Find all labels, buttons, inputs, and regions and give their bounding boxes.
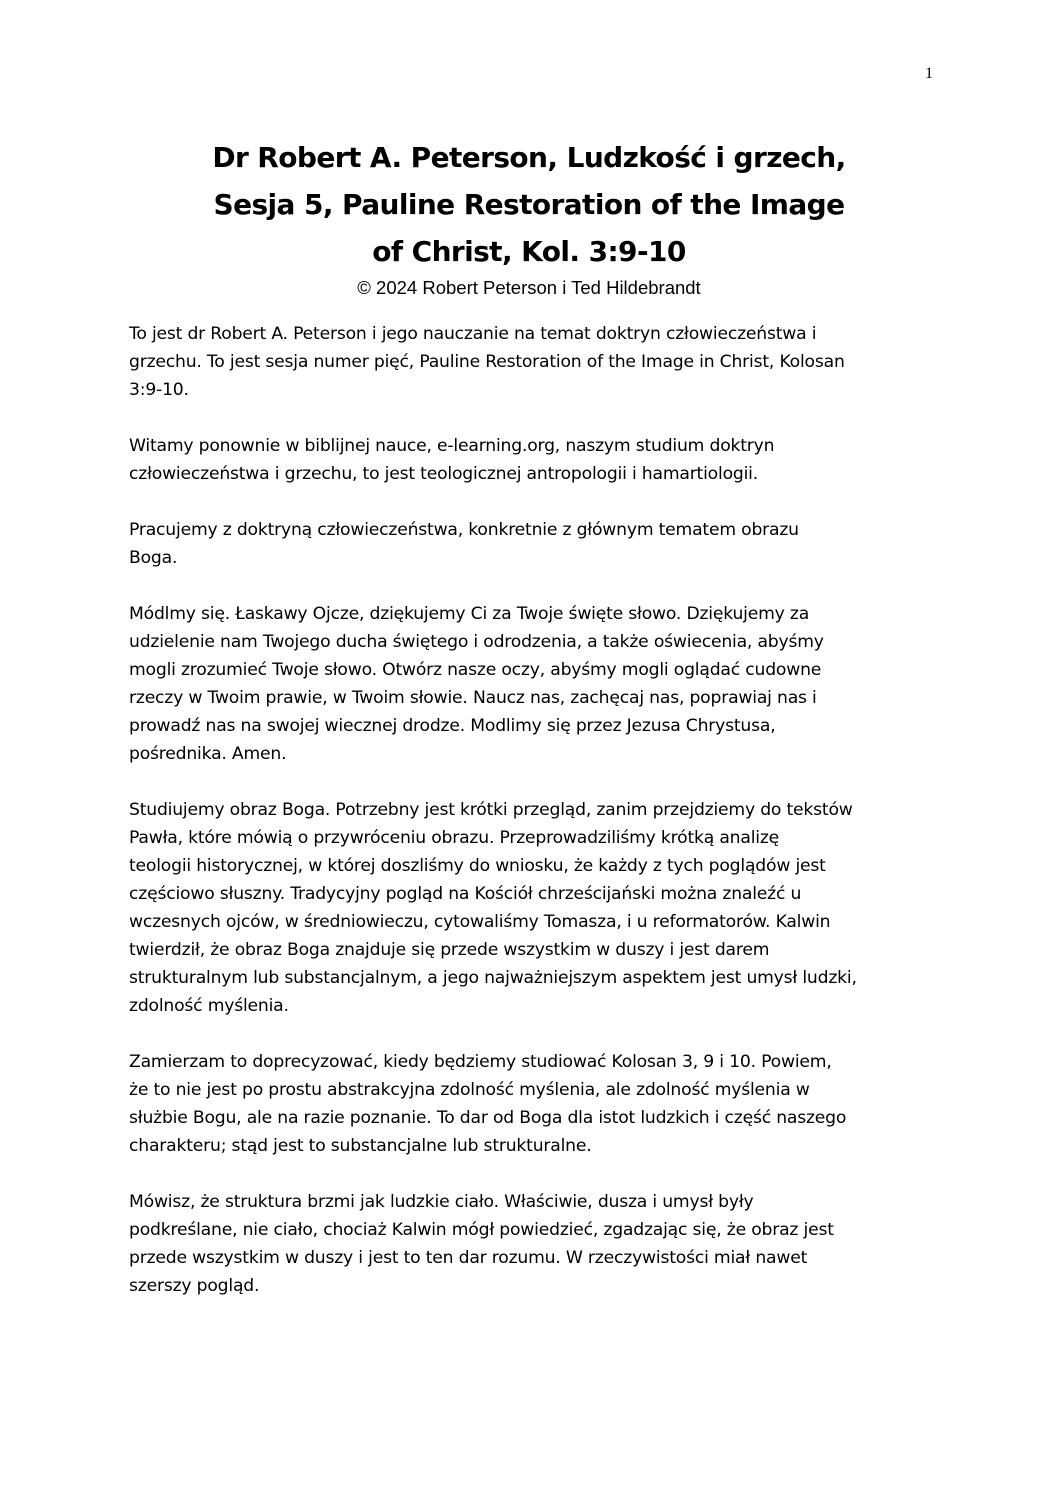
paragraph-line: grzechu. To jest sesja numer pięć, Pauline Restoration of the Image in Christ, Kolosan: [129, 352, 845, 372]
paragraph-line: prowadź nas na swojej wiecznej drodze. Modlimy się przez Jezusa Chrystusa,: [129, 716, 776, 736]
paragraph-line: mogli zrozumieć Twoje słowo. Otwórz nasze oczy, abyśmy mogli oglądać cudowne: [129, 660, 822, 680]
paragraph-line: że to nie jest po prostu abstrakcyjna zdolność myślenia, ale zdolność myślenia w: [129, 1080, 810, 1100]
paragraph-line: służbie Bogu, ale na razie poznanie. To dar od Boga dla istot ludzkich i część naszego: [129, 1108, 847, 1128]
paragraph-line: Boga.: [129, 548, 178, 568]
paragraph-topic: [129, 516, 944, 572]
paragraph-review: [129, 796, 944, 1020]
copyright-notice: © 2024 Robert Peterson i Ted Hildebrandt: [357, 277, 701, 298]
document-body: [129, 320, 944, 1328]
paragraph-line: rzeczy w Twoim prawie, w Twoim słowie. Naucz nas, zachęcaj nas, poprawiaj nas i: [129, 688, 817, 708]
paragraph-line: twierdził, że obraz Boga znajduje się przede wszystkim w duszy i jest darem: [129, 940, 770, 960]
paragraph-line: charakteru; stąd jest to substancjalne lub strukturalne.: [129, 1136, 592, 1156]
paragraph-line: Studiujemy obraz Boga. Potrzebny jest krótki przegląd, zanim przejdziemy do tekstów: [129, 800, 853, 820]
paragraph-line: strukturalnym lub substancjalnym, a jego najważniejszym aspektem jest umysł ludzki,: [129, 968, 857, 988]
paragraph-line: Pawła, które mówią o przywróceniu obrazu. Przeprowadziliśmy krótką analizę: [129, 828, 780, 848]
paragraph-line: 3:9-10.: [129, 380, 189, 400]
paragraph-line: zdolność myślenia.: [129, 996, 289, 1016]
paragraph-line: Pracujemy z doktryną człowieczeństwa, konkretnie z głównym tematem obrazu: [129, 520, 799, 540]
paragraph-line: wczesnych ojców, w średniowieczu, cytowaliśmy Tomasza, i u reformatorów. Kalwin: [129, 912, 831, 932]
paragraph-line: przede wszystkim w duszy i jest to ten dar rozumu. W rzeczywistości miał nawet: [129, 1248, 808, 1268]
paragraph-prayer: [129, 600, 944, 768]
document-title-line-2: Sesja 5, Pauline Restoration of the Image: [213, 188, 845, 221]
document-title-line-3: of Christ, Kol. 3:9-10: [372, 235, 686, 268]
paragraph-line: pośrednika. Amen.: [129, 744, 287, 764]
paragraph-line: teologii historycznej, w której doszliśmy do wniosku, że każdy z tych poglądów jest: [129, 856, 826, 876]
document-title-line-1: Dr Robert A. Peterson, Ludzkość i grzech,: [212, 141, 846, 174]
page-number: 1: [925, 65, 933, 82]
paragraph-welcome: [129, 432, 944, 488]
paragraph-line: podkreślane, nie ciało, chociaż Kalwin mógł powiedzieć, zgadzając się, że obraz jest: [129, 1220, 834, 1240]
paragraph-line: szerszy pogląd.: [129, 1276, 260, 1296]
title-block: [0, 134, 1058, 302]
paragraph-line: udzielenie nam Twojego ducha świętego i odrodzenia, a także oświecenia, abyśmy: [129, 632, 824, 652]
paragraph-structure: [129, 1188, 944, 1300]
paragraph-line: człowieczeństwa i grzechu, to jest teologicznej antropologii i hamartiologii.: [129, 464, 759, 484]
paragraph-clarification: [129, 1048, 944, 1160]
paragraph-line: To jest dr Robert A. Peterson i jego nauczanie na temat doktryn człowieczeństwa i: [129, 324, 817, 344]
paragraph-line: Módlmy się. Łaskawy Ojcze, dziękujemy Ci za Twoje święte słowo. Dziękujemy za: [129, 604, 810, 624]
paragraph-line: Mówisz, że struktura brzmi jak ludzkie ciało. Właściwie, dusza i umysł były: [129, 1192, 754, 1212]
paragraph-line: Zamierzam to doprecyzować, kiedy będziemy studiować Kolosan 3, 9 i 10. Powiem,: [129, 1052, 832, 1072]
paragraph-line: częściowo słuszny. Tradycyjny pogląd na Kościół chrześcijański można znaleźć u: [129, 884, 802, 904]
paragraph-intro: [129, 320, 944, 404]
paragraph-line: Witamy ponownie w biblijnej nauce, e-learning.org, naszym studium doktryn: [129, 436, 775, 456]
